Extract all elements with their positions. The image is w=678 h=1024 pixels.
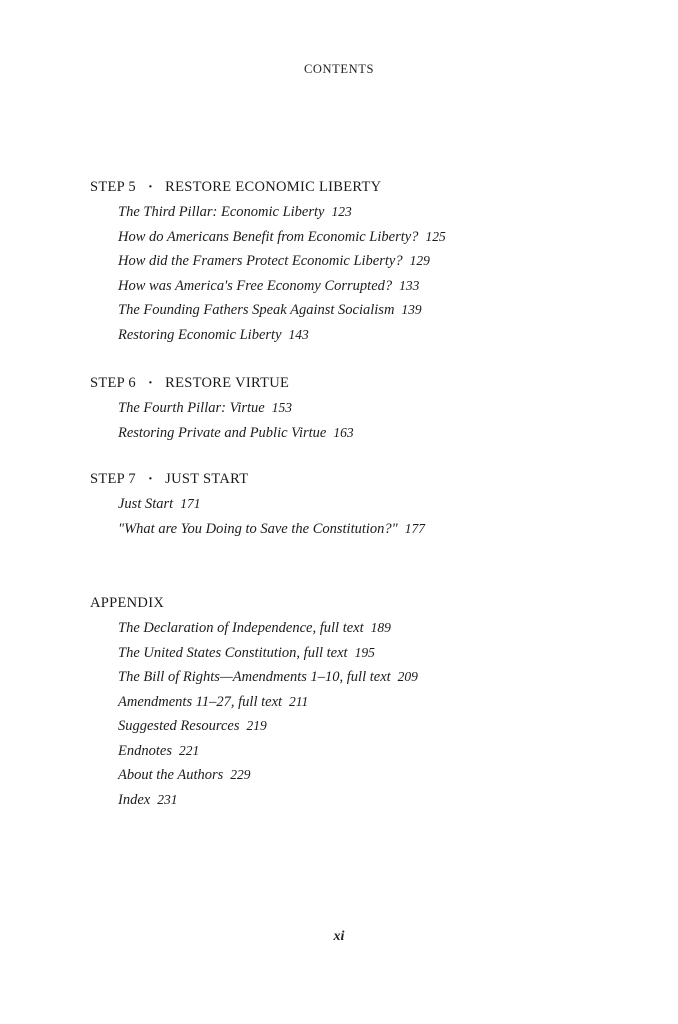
entry-page-number: 209 bbox=[397, 669, 418, 684]
entry-page-number: 231 bbox=[157, 791, 178, 807]
entry-page-number: 129 bbox=[409, 253, 430, 268]
entry-title: The Third Pillar: Economic Liberty bbox=[118, 204, 325, 220]
entry-page-number: 125 bbox=[425, 228, 446, 244]
toc-entry[interactable] bbox=[118, 298, 610, 323]
entry-title: Restoring Private and Public Virtue bbox=[118, 424, 327, 441]
entry-title: Suggested Resources bbox=[118, 718, 240, 734]
toc-entry[interactable] bbox=[118, 396, 610, 421]
entry-page-number: 153 bbox=[271, 400, 292, 415]
step-label: STEP 7 bbox=[90, 471, 136, 487]
entry-page-number: 143 bbox=[288, 326, 309, 342]
toc-entry[interactable] bbox=[118, 225, 610, 250]
separator-dot: · bbox=[147, 471, 154, 487]
toc-section-appendix bbox=[90, 591, 610, 812]
entry-title: Index bbox=[118, 791, 151, 808]
entry-title: The United States Constitution, full text bbox=[118, 644, 348, 661]
section-title: APPENDIX bbox=[90, 595, 165, 611]
entry-page-number: 229 bbox=[230, 767, 251, 782]
separator-dot: · bbox=[147, 179, 154, 195]
toc-entry[interactable] bbox=[118, 249, 610, 274]
entry-title: How did the Framers Protect Economic Liberty? bbox=[118, 253, 403, 269]
section-title: RESTORE VIRTUE bbox=[165, 375, 290, 391]
entry-page-number: 133 bbox=[399, 277, 420, 293]
entry-title: Amendments 11–27, full text bbox=[118, 693, 283, 710]
section-heading bbox=[90, 175, 610, 200]
section-title: RESTORE ECONOMIC LIBERTY bbox=[165, 179, 382, 195]
toc-entry[interactable] bbox=[118, 616, 610, 641]
entry-title: The Declaration of Independence, full text bbox=[118, 620, 364, 636]
entry-title: Restoring Economic Liberty bbox=[118, 326, 282, 343]
toc-entry[interactable] bbox=[118, 739, 610, 764]
entry-page-number: 171 bbox=[180, 496, 201, 511]
entry-title: The Founding Fathers Speak Against Socialism bbox=[118, 302, 395, 318]
toc-entry[interactable] bbox=[118, 763, 610, 788]
entry-page-number: 221 bbox=[178, 742, 200, 758]
entry-title: "What are You Doing to Save the Constitution?" bbox=[118, 520, 398, 537]
entry-page-number: 211 bbox=[289, 693, 309, 709]
toc-entry[interactable] bbox=[118, 517, 610, 542]
toc-section-step-5 bbox=[90, 175, 610, 347]
entry-page-number: 163 bbox=[333, 424, 354, 440]
step-label: STEP 5 bbox=[90, 179, 136, 195]
toc-entry[interactable] bbox=[118, 665, 610, 690]
entry-page-number: 219 bbox=[246, 718, 267, 733]
entry-page-number: 139 bbox=[401, 302, 422, 317]
section-title: JUST START bbox=[165, 471, 249, 487]
entry-title: The Fourth Pillar: Virtue bbox=[118, 400, 265, 416]
entry-title: About the Authors bbox=[118, 767, 224, 783]
entry-page-number: 123 bbox=[331, 204, 352, 219]
entry-title: How was America's Free Economy Corrupted? bbox=[118, 277, 393, 294]
toc-entry[interactable] bbox=[118, 690, 610, 715]
toc-entry[interactable] bbox=[118, 421, 610, 446]
toc-entry[interactable] bbox=[118, 323, 610, 348]
toc-section-step-7 bbox=[90, 467, 610, 541]
toc-entry[interactable] bbox=[118, 274, 610, 299]
entry-page-number: 189 bbox=[370, 620, 391, 635]
toc-section-step-6 bbox=[90, 371, 610, 445]
entry-title: How do Americans Benefit from Economic Liberty? bbox=[118, 228, 419, 245]
entry-title: The Bill of Rights—Amendments 1–10, full text bbox=[118, 669, 391, 685]
entry-title: Endnotes bbox=[118, 742, 172, 759]
toc-entry[interactable] bbox=[118, 492, 610, 517]
entry-page-number: 177 bbox=[404, 520, 426, 536]
section-heading bbox=[90, 467, 610, 492]
entry-page-number: 195 bbox=[354, 644, 375, 660]
section-heading bbox=[90, 591, 610, 616]
toc-entry[interactable] bbox=[118, 714, 610, 739]
step-label: STEP 6 bbox=[90, 375, 136, 391]
toc-entry[interactable] bbox=[118, 641, 610, 666]
toc-entry[interactable] bbox=[118, 200, 610, 225]
running-head: CONTENTS bbox=[303, 62, 375, 76]
toc-entry[interactable] bbox=[118, 788, 610, 813]
section-heading bbox=[90, 371, 610, 396]
separator-dot: · bbox=[147, 375, 154, 391]
entry-title: Just Start bbox=[118, 496, 174, 512]
page-number-folio: xi bbox=[333, 929, 345, 944]
